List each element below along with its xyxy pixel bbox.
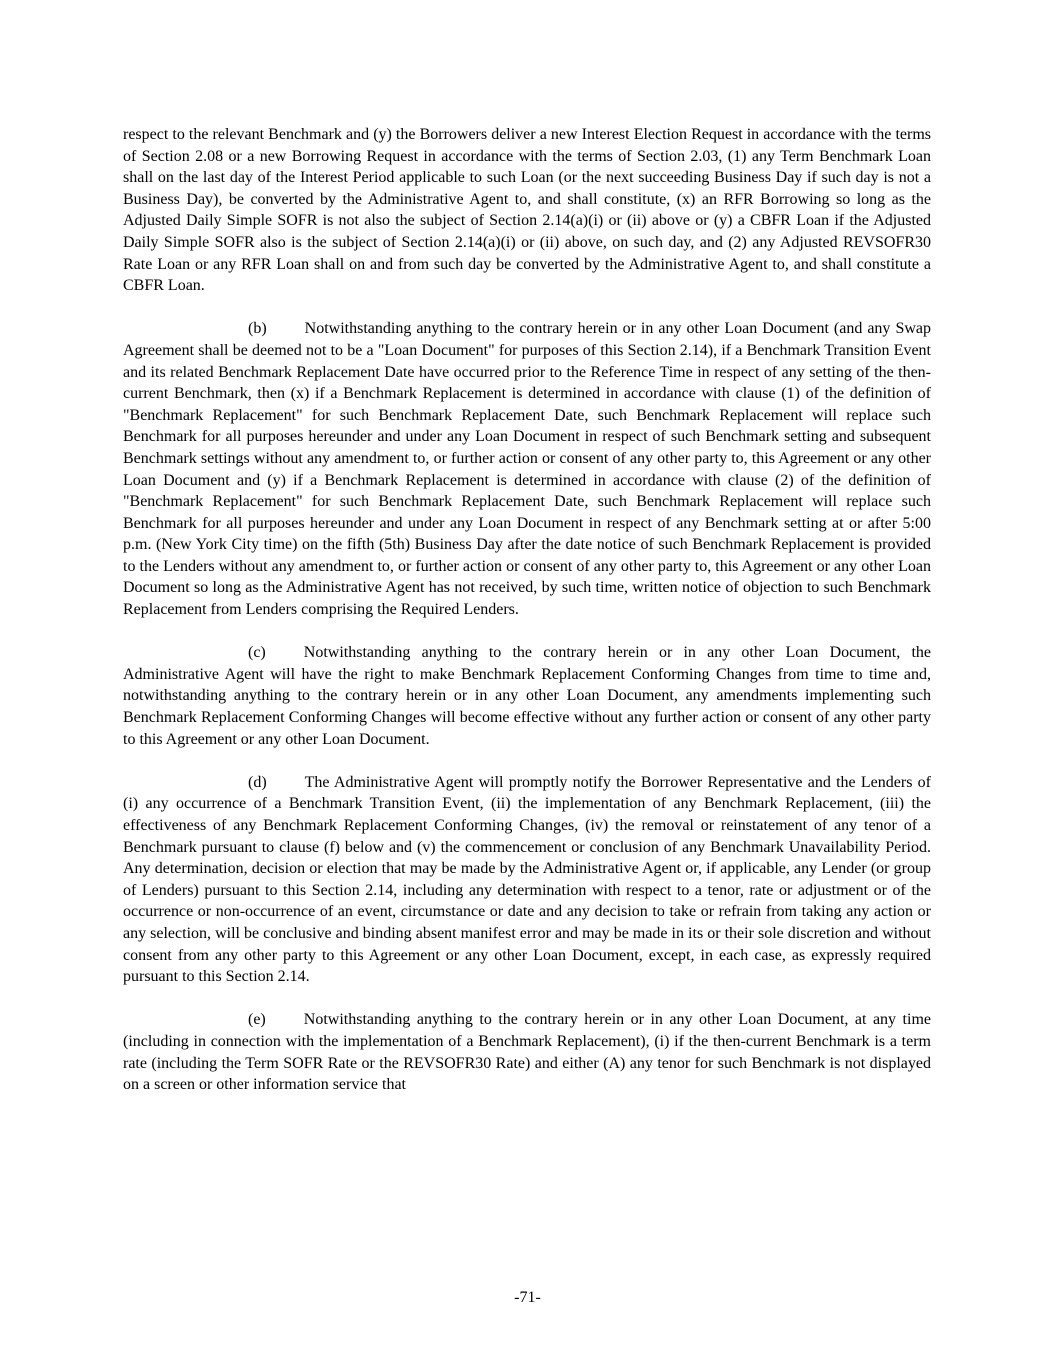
paragraph-d xyxy=(123,772,931,988)
paragraph-c xyxy=(123,642,931,750)
page-number: -71- xyxy=(514,1289,541,1306)
paragraph-label: (d) xyxy=(248,773,267,791)
paragraph-text: Notwithstanding anything to the contrary herein or in any other Loan Document, the Administrative Agent will have the right to make Benchmark Replacement Conforming Changes from time to time and, notwithstanding anything to the contrary herein or in any other Loan Document, any amendments implementing such Benchmark Replacement Conforming Changes will become effective without any further action or consent of any other party to this Agreement or any other Loan Document. xyxy=(123,644,931,748)
paragraph-label: (b) xyxy=(248,320,267,338)
paragraph-label: (e) xyxy=(248,1011,266,1029)
paragraph-text: Notwithstanding anything to the contrary herein or in any other Loan Document (and any Swap Agreement shall be deemed not to be a "Loan Document" for purposes of this Section 2.14), if a Benchmark Transition Event and its related Benchmark Replacement Date have occurred prior to the Reference Time in respect of any setting of the then-current Benchmark, then (x) if a Benchmark Replacement is determined in accordance with clause (1) of the definition of "Benchmark Replacement" for such Benchmark Replacement Date, such Benchmark Replacement will replace such Benchmark for all purposes hereunder and under any Loan Document in respect of such Benchmark setting and subsequent Benchmark settings without any amendment to, or further action or consent of any other party to, this Agreement or any other Loan Document and (y) if a Benchmark Replacement is determined in accordance with clause (2) of the definition of "Benchmark Replacement" for such Benchmark Replacement Date, such Benchmark Replacement will replace such Benchmark for all purposes hereunder and under any Loan Document in respect of any Benchmark setting at or after 5:00 p.m. (New York City time) on the fifth (5th) Business Day after the date notice of such Benchmark Replacement is provided to the Lenders without any amendment to, or further action or consent of any other party to, this Agreement or any other Loan Document so long as the Administrative Agent has not received, by such time, written notice of objection to such Benchmark Replacement from Lenders comprising the Required Lenders. xyxy=(123,320,931,619)
paragraph-b xyxy=(123,318,931,620)
paragraph-text: The Administrative Agent will promptly notify the Borrower Representative and the Lenders of (i) any occurrence of a Benchmark Transition Event, (ii) the implementation of any Benchmark Replacement, (iii) the effectiveness of any Benchmark Replacement Conforming Changes, (iv) the removal or reinstatement of any tenor of a Benchmark pursuant to clause (f) below and (v) the commencement or conclusion of any Benchmark Unavailability Period. Any determination, decision or election that may be made by the Administrative Agent or, if applicable, any Lender (or group of Lenders) pursuant to this Section 2.14, including any determination with respect to a tenor, rate or adjustment or of the occurrence or non-occurrence of an event, circumstance or date and any decision to take or refrain from taking any action or any selection, will be conclusive and binding absent manifest error and may be made in its or their sole discretion and without consent from any other party to this Agreement or any other Loan Document, except, in each case, as expressly required pursuant to this Section 2.14. xyxy=(123,773,931,986)
paragraph-e xyxy=(123,1009,931,1095)
paragraph-label: (c) xyxy=(248,644,266,662)
paragraph-text: respect to the relevant Benchmark and (y) the Borrowers deliver a new Interest Election Request in accordance with the terms of Section 2.08 or a new Borrowing Request in accordance with the terms of Section 2.03, (1) any Term Benchmark Loan shall on the last day of the Interest Period applicable to such Loan (or the next succeeding Business Day if such day is not a Business Day), be converted by the Administrative Agent to, and shall constitute, (x) an RFR Borrowing so long as the Adjusted Daily Simple SOFR is not also the subject of Section 2.14(a)(i) or (ii) above or (y) a CBFR Loan if the Adjusted Daily Simple SOFR also is the subject of Section 2.14(a)(i) or (ii) above, on such day, and (2) any Adjusted REVSOFR30 Rate Loan or any RFR Loan shall on and from such day be converted by the Administrative Agent to, and shall constitute a CBFR Loan. xyxy=(123,126,931,295)
paragraph-continuation xyxy=(123,124,931,297)
page-content xyxy=(123,124,931,1117)
paragraph-text: Notwithstanding anything to the contrary herein or in any other Loan Document, at any time (including in connection with the implementation of a Benchmark Replacement), (i) if the then-current Benchmark is a term rate (including the Term SOFR Rate or the REVSOFR30 Rate) and either (A) any tenor for such Benchmark is not displayed on a screen or other information service that xyxy=(123,1011,931,1094)
